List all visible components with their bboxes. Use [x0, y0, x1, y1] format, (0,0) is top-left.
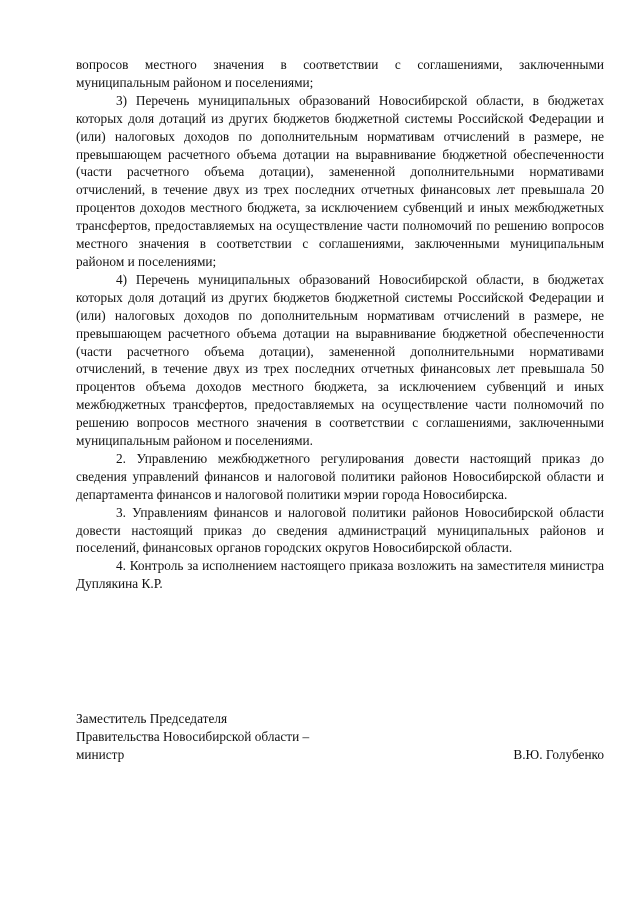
- signature-title-2: Правительства Новосибирской области –: [76, 729, 310, 744]
- paragraph-clause-4: 4. Контроль за исполнением настоящего приказа возложить на заместителя министра Дуплякина К.Р.: [76, 558, 604, 592]
- signature-title-line-1: [76, 710, 604, 728]
- paragraph-continuation: вопросов местного значения в соответствии с соглашениями, заключенными муниципальным районом и поселениями;: [76, 57, 604, 90]
- paragraph-item-3: 3) Перечень муниципальных образований Новосибирской области, в бюджетах которых доля дотаций из других бюджетов бюджетной системы Российской Федерации и (или) налоговых доходов по дополнительным нормативам отчислений в размере, не превышающем расчетного объема дотации на выравнивание бюджетной обеспеченности (части расчетного объема дотации), замененной дополнительными нормативами отчислений, в течение двух из трех последних отчетных финансовых лет превышала 20 процентов доходов местного бюджета, за исключением субвенций и иных межбюджетных трансфертов, предоставляемых на осуществление части полномочий по решению вопросов местного значения в соответствии с соглашениями, заключенными муниципальным районом и поселениями;: [76, 92, 604, 269]
- document-body: [76, 56, 604, 593]
- signature-title-3: министр: [76, 747, 125, 762]
- paragraph-clause-3: 3. Управлениям финансов и налоговой политики районов Новосибирской области довести настоящий приказ до сведения администраций муниципальных районов и поселений, финансовых органов городских округов Новосибирской области.: [76, 504, 604, 556]
- signatory-name: В.Ю. Голубенко: [513, 747, 604, 762]
- paragraph-clause-2: 2. Управлению межбюджетного регулирования довести настоящий приказ до сведения управлений финансов и налоговой политики районов Новосибирской области и департамента финансов и налоговой политики мэрии города Новосибирска.: [76, 450, 604, 502]
- signature-title-line-3: [76, 746, 604, 764]
- paragraph-item-4: 4) Перечень муниципальных образований Новосибирской области, в бюджетах которых доля дотаций из других бюджетов бюджетной системы Российской Федерации и (или) налоговых доходов по дополнительным нормативам отчислений в размере, не превышающем расчетного объема дотации на выравнивание бюджетной обеспеченности (части расчетного объема дотации), замененной дополнительными нормативами отчислений, в течение двух из трех последних отчетных финансовых лет превышала 50 процентов объема доходов местного бюджета, за исключением субвенций и иных межбюджетных трансфертов, предоставляемых на осуществление части полномочий по решению вопросов местного значения в соответствии с соглашениями, заключенными муниципальным районом и поселениями.: [76, 271, 604, 449]
- signature-title-line-2: [76, 728, 604, 746]
- signature-title-1: Заместитель Председателя: [76, 711, 228, 726]
- signature-block: [76, 710, 604, 764]
